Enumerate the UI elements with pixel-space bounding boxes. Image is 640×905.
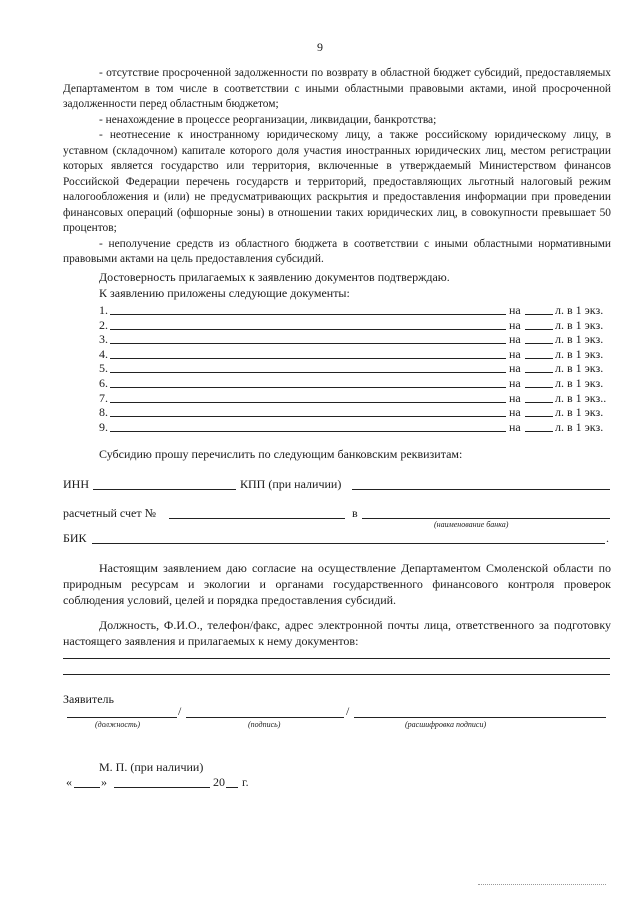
page-number: 9	[317, 40, 323, 54]
applicant-label: Заявитель	[63, 692, 114, 706]
document-na-label: на	[509, 317, 521, 332]
account-field[interactable]	[169, 518, 345, 519]
document-na-label: на	[509, 419, 521, 434]
document-number: 9.	[99, 419, 108, 434]
account-label: расчетный счет №	[63, 506, 157, 520]
document-copies-label: л. в 1 экз.	[555, 346, 604, 361]
document-name-field[interactable]	[110, 343, 506, 344]
date-year-field[interactable]	[226, 787, 238, 788]
consent-text: Настоящим заявлением даю согласие на осуществление Департаментом Смоленской области по природным ресурсам и экологии и органами государственного финансового контроля проверок соблюдения условий, целей и порядка предоставления субсидий.	[63, 561, 611, 607]
bank-name-hint: (наименование банка)	[434, 520, 509, 529]
date-month-field[interactable]	[114, 787, 210, 788]
document-row	[99, 347, 611, 362]
decoding-hint: (расшифровка подписи)	[405, 720, 487, 729]
signature-hint: (подпись)	[248, 720, 281, 729]
condition-item: - ненахождение в процессе реорганизации, ликвидации, банкротства;	[99, 113, 437, 126]
document-name-field[interactable]	[110, 329, 506, 330]
condition-item: - отсутствие просроченной задолженности по возврату в областной бюджет субсидий, предоставляемых Департаментом в том числе в соответствии с иными областными правовыми актами, иной просроченной задолженности перед областным бюджетом;	[63, 67, 611, 110]
document-copies-label: л. в 1 экз.	[555, 361, 604, 376]
document-sheets-field[interactable]	[525, 372, 553, 373]
date-year-suffix: г.	[242, 775, 249, 789]
document-row	[99, 303, 611, 318]
bik-label: БИК	[63, 531, 87, 545]
document-name-field[interactable]	[110, 431, 506, 432]
bik-end: .	[606, 531, 609, 545]
date-open-quote: «	[66, 775, 72, 789]
condition-item: - неотнесение к иностранному юридическому лицу, а также российскому юридическому лицу, в уставном (складочном) капитале которого доля участия иностранных юридических лиц, местом регистрации которых является государство или территория, включенные в утверждаемый Министерством финансов Российской Федерации перечень государств и территорий, предоставляющих льготный налоговый режим налогообложения и (или) не предусматривающих раскрытия и предоставления информации при проведении финансовых операций (офшорные зоны) в отношении таких юридических лиц, в совокупности превышает 50 процентов;	[63, 129, 611, 234]
document-number: 7.	[99, 390, 108, 405]
applicant-decoding-field[interactable]	[354, 717, 606, 718]
document-name-field[interactable]	[110, 372, 506, 373]
document-name-field[interactable]	[110, 358, 506, 359]
document-name-field[interactable]	[110, 402, 506, 403]
kpp-field[interactable]	[352, 489, 610, 490]
slash-separator: /	[346, 704, 350, 718]
document-row	[99, 361, 611, 376]
document-copies-label: л. в 1 экз.	[555, 317, 604, 332]
document-row	[99, 332, 611, 347]
document-number: 2.	[99, 317, 108, 332]
date-close-quote: »	[101, 775, 107, 789]
attached-text: К заявлению приложены следующие документы:	[99, 285, 350, 300]
document-name-field[interactable]	[110, 387, 506, 388]
kpp-label: КПП (при наличии)	[240, 477, 342, 491]
bik-field[interactable]	[92, 543, 605, 544]
document-copies-label: л. в 1 экз.	[555, 405, 604, 420]
stamp-label: М. П. (при наличии)	[99, 760, 204, 774]
document-row	[99, 420, 611, 435]
documents-list	[99, 303, 611, 434]
document-sheets-field[interactable]	[525, 402, 553, 403]
document-sheets-field[interactable]	[525, 314, 553, 315]
applicant-signature-field[interactable]	[186, 717, 344, 718]
document-sheets-field[interactable]	[525, 431, 553, 432]
document-row	[99, 405, 611, 420]
date-year-prefix: 20	[213, 775, 225, 789]
responsible-paragraph	[63, 617, 611, 649]
documents-intro	[99, 270, 450, 301]
document-na-label: на	[509, 390, 521, 405]
inn-field[interactable]	[93, 489, 236, 490]
scan-artifact-line	[478, 884, 606, 885]
document-number: 6.	[99, 375, 108, 390]
document-sheets-field[interactable]	[525, 343, 553, 344]
document-sheets-field[interactable]	[525, 329, 553, 330]
document-na-label: на	[509, 346, 521, 361]
bank-name-field[interactable]	[362, 518, 610, 519]
document-number: 3.	[99, 332, 108, 347]
document-sheets-field[interactable]	[525, 387, 553, 388]
conditions-list	[63, 66, 611, 268]
document-number: 1.	[99, 303, 108, 317]
document-number: 5.	[99, 361, 108, 376]
document-na-label: на	[509, 332, 521, 347]
bank-request-text: Субсидию прошу перечислить по следующим банковским реквизитам:	[99, 447, 463, 461]
document-number: 8.	[99, 405, 108, 420]
position-hint: (должность)	[95, 720, 141, 729]
consent-paragraph	[63, 560, 611, 608]
document-row	[99, 376, 611, 391]
slash-separator: /	[178, 704, 182, 718]
document-name-field[interactable]	[110, 314, 506, 315]
date-day-field[interactable]	[74, 787, 100, 788]
document-number: 4.	[99, 346, 108, 361]
document-copies-label: л. в 1 экз..	[555, 390, 607, 405]
document-copies-label: л. в 1 экз.	[555, 375, 604, 390]
document-copies-label: л. в 1 экз.	[555, 332, 604, 347]
document-na-label: на	[509, 303, 521, 317]
document-copies-label: л. в 1 экз.	[555, 303, 604, 317]
document-na-label: на	[509, 405, 521, 420]
document-na-label: на	[509, 361, 521, 376]
document-name-field[interactable]	[110, 416, 506, 417]
responsible-text: Должность, Ф.И.О., телефон/факс, адрес электронной почты лица, ответственного за подготовку настоящего заявления и прилагаемых к нему документов:	[63, 618, 611, 648]
document-sheets-field[interactable]	[525, 416, 553, 417]
responsible-field-line-2[interactable]	[63, 674, 610, 675]
document-na-label: на	[509, 375, 521, 390]
applicant-position-field[interactable]	[67, 717, 177, 718]
document-row	[99, 391, 611, 406]
document-row	[99, 318, 611, 333]
condition-item: - неполучение средств из областного бюджета в соответствии с иными областными нормативными правовыми актами на цель предоставления субсидий.	[63, 237, 611, 265]
confirm-text: Достоверность прилагаемых к заявлению документов подтверждаю.	[99, 270, 450, 284]
bank-in-label: в	[352, 506, 358, 520]
document-copies-label: л. в 1 экз.	[555, 419, 604, 434]
inn-label: ИНН	[63, 477, 89, 491]
document-sheets-field[interactable]	[525, 358, 553, 359]
responsible-field-line-1[interactable]	[63, 658, 610, 659]
